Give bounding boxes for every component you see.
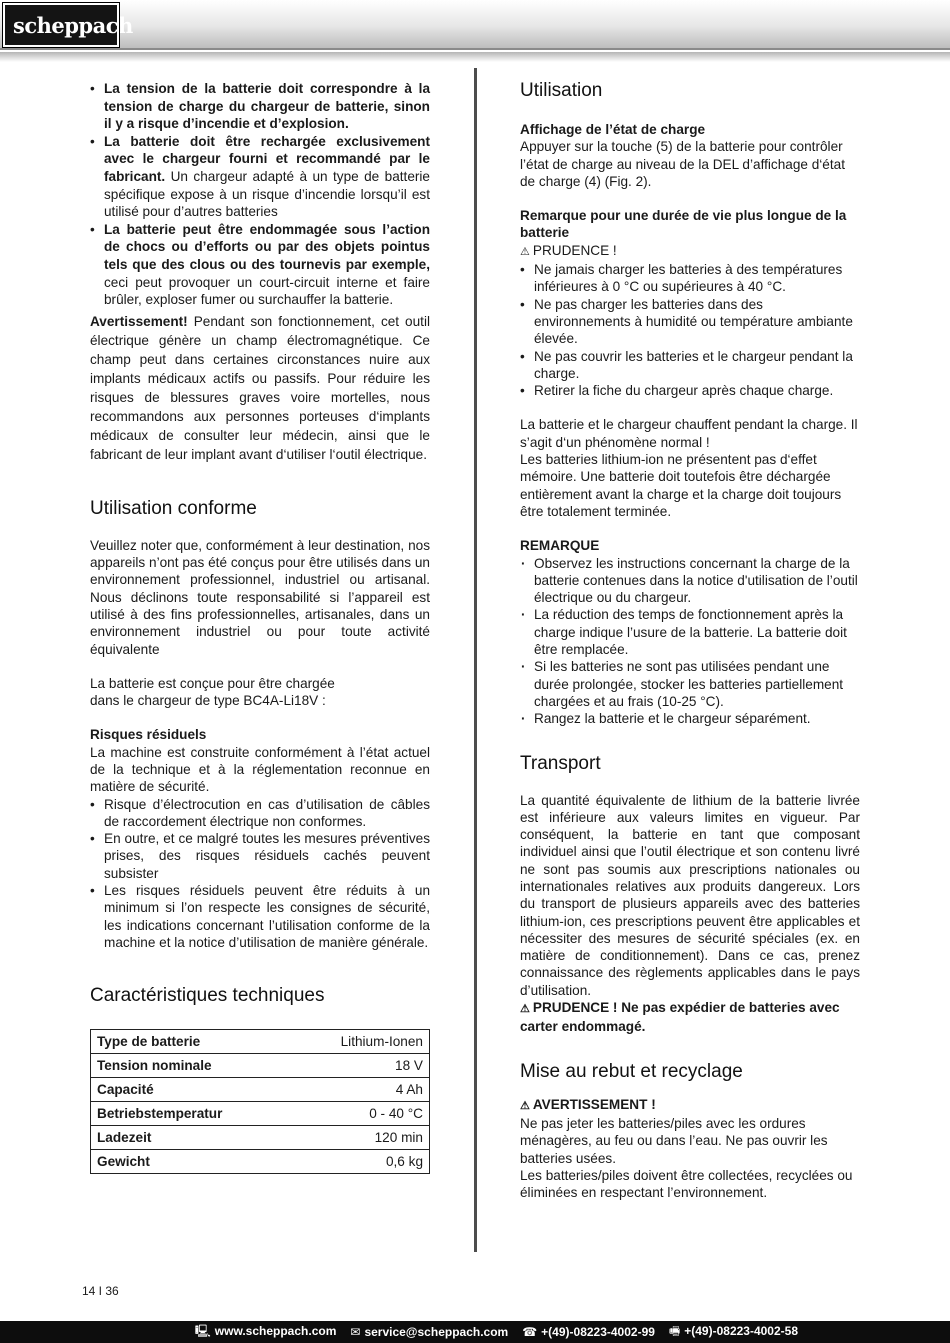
charger-type-line-2: dans le chargeur de type BC4A-Li18V : [90, 693, 326, 709]
column-divider [474, 68, 477, 1252]
table-row: Capacité 4 Ah [91, 1078, 430, 1102]
computer-icon: 🖳 [194, 1323, 211, 1338]
footer-web[interactable]: 🖳 www.scheppach.com [194, 1323, 337, 1338]
table-row: Gewicht 0,6 kg [91, 1150, 430, 1174]
warning-triangle-icon: ⚠ [520, 1099, 530, 1112]
warning-triangle-icon: ⚠ [520, 245, 530, 258]
em-warning-paragraph: Avertissement! Pendant son fonctionnement, cet outil électrique génère un champ électromagnétique. Ce champ peut dans certaines circonstances nuire aux implants médicaux actifs ou passifs. Pour réduire les risques de blessures graves voire mortelles, nous recommandons aux personnes porteuses d‘implants médicaux de consulter leur médecin, ainsi que le fabricant de leur implant avant d‘utiliser l‘outil électrique. [90, 313, 430, 462]
table-row: Type de batterie Lithium-Ionen [91, 1030, 430, 1054]
remarque-bullet: · Observez les instructions concernant la charge de la batterie contenues dans la notice d'utilisation de l’outil électrique ou du chargeur. [520, 555, 860, 607]
risques-paragraph: La machine est construite conformément à l’état actuel de la technique et à la réglementation reconnue en matière de sécurité. [90, 744, 430, 795]
rebut-paragraph-1: Ne pas jeter les batteries/piles avec les ordures ménagères, au feu ou dans l’eau. Ne pas ouvrir les batteries usées. [520, 1115, 828, 1166]
utilisation-paragraph: Veuillez noter que, conformément à leur destination, nos appareils n’ont pas été conçus pour être utilisés dans un environnement professionnel, industriel ou artisanal. Nous déclinons toute responsabilité si l’appareil est utilisé à des fins professionnelles, artisanales, dans un environnement industriel ou pour toute activité équivalente [90, 537, 430, 657]
page-number: 14 I 36 [82, 1284, 119, 1298]
header-band [0, 0, 950, 50]
remarque-bullet: · Rangez la batterie et le chargeur séparément. [520, 710, 860, 727]
footer-fax[interactable]: 🖷 +(49)-08223-4002-58 [668, 1323, 798, 1338]
charger-type-line-1: La batterie est conçue pour être chargée [90, 675, 335, 691]
rebut-heading: Mise au rebut et recyclage [520, 1060, 743, 1082]
mail-icon: ✉ [350, 1325, 361, 1339]
footer-email[interactable]: ✉ service@scheppach.com [350, 1325, 509, 1339]
footer-bar [0, 1321, 950, 1343]
specs-table [90, 1029, 430, 1174]
affichage-heading: Affichage de l’état de charge [520, 122, 706, 137]
transport-paragraph: La quantité équivalente de lithium de la batterie livrée est inférieure aux valeurs limites en vigueur. Par conséquent, la batterie en tant que composant individuel ainsi que l’outil électrique et son contenu livré ne sont pas soumis aux prescriptions nationales ou internationales relatives aux produits dangereux. Lors du transport de plusieurs appareils avec des batteries lithium-ion, ces prescriptions peuvent être applicables et nécessiter des mesures de sécurité spéciales (ex. en matière de conditionnement). Dans ce cas, prenez connaissance des règlements applicables dans le pays d’utilisation. [520, 792, 860, 998]
remarque-bullet: · La réduction des temps de fonctionnement après la charge indique l’usure de la batterie. La batterie doit être remplacée. [520, 606, 860, 658]
warning-label: Avertissement! [90, 313, 188, 329]
remarque-vie-heading: Remarque pour une durée de vie plus longue de la batterie [520, 208, 847, 241]
table-row: Ladezeit 120 min [91, 1126, 430, 1150]
risques-heading: Risques résiduels [90, 727, 207, 743]
prudence-bullet: • Ne pas couvrir les batteries et le chargeur pendant la charge. [520, 348, 860, 383]
tech-specs-heading: Caractéristiques techniques [90, 985, 325, 1007]
table-row: Betriebstemperatur 0 - 40 °C [91, 1102, 430, 1126]
right-column [520, 80, 860, 1201]
safety-bullet: • La batterie doit être rechargée exclusivement avec le chargeur fourni et recommandé par le fabricant. Un chargeur adapté à un type de batterie spécifique expose à un risque d’incendie lorsqu’il est utilisé pour d’autres batteries [90, 133, 430, 221]
prudence-bullet-list [520, 261, 860, 399]
utilisation-conforme-heading: Utilisation conforme [90, 497, 257, 519]
avertissement-line: ⚠ AVERTISSEMENT ! [520, 1096, 860, 1115]
fax-icon: 🖷 [668, 1323, 681, 1338]
remarque-bullet: · Si les batteries ne sont pas utilisées pendant une durée prolongée, stocker les batteries partiellement chargées et au frais (10-25 °C). [520, 658, 860, 710]
footer-phone[interactable]: ☎ +(49)-08223-4002-99 [522, 1325, 655, 1339]
left-column [90, 80, 430, 1174]
rebut-paragraph-2: Les batteries/piles doivent être collectées, recyclées ou éliminées en respectant l’environnement. [520, 1167, 853, 1201]
remarque-heading: REMARQUE [520, 538, 600, 554]
risques-bullet: • En outre, et ce malgré toutes les mesures préventives prises, des risques résiduels cachés peuvent subsister [90, 830, 430, 882]
header-shadow [0, 52, 950, 62]
utilisation-heading: Utilisation [520, 80, 603, 101]
safety-bullet: • La tension de la batterie doit correspondre à la tension de charge du chargeur de batterie, sinon il y a risque d’incendie et d’explosion. [90, 80, 430, 133]
chauffe-paragraph: La batterie et le chargeur chauffent pendant la charge. Il s’agit d‘un phénomène normal ! [520, 417, 858, 450]
prudence-line: ⚠ PRUDENCE ! [520, 242, 860, 261]
safety-bullet-list [90, 80, 430, 309]
table-row: Tension nominale 18 V [91, 1054, 430, 1078]
risques-bullet: • Risque d’électrocution en cas d’utilisation de câbles de raccordement électrique non conformes. [90, 796, 430, 831]
safety-bullet: • La batterie peut être endommagée sous l’action de chocs ou d’efforts ou par des objets pointus tels que des clous ou des tournevis par exemple, ceci peut provoquer un court-circuit interne et faire brûler, exploser fumer ou surchauffer la batterie. [90, 221, 430, 309]
risques-bullet-list [90, 796, 430, 952]
scheppach-logo: scheppach [3, 3, 119, 47]
affichage-paragraph: Appuyer sur la touche (5) de la batterie pour contrôler l’état de charge au niveau de la DEL d’affichage d‘état de charge (4) (Fig. 2). [520, 139, 845, 189]
transport-warning: ⚠ PRUDENCE ! Ne pas expédier de batteries avec carter endommagé. [520, 1000, 840, 1035]
prudence-bullet: • Retirer la fiche du chargeur après chaque charge. [520, 382, 860, 399]
remarque-bullet-list [520, 555, 860, 728]
prudence-bullet: • Ne jamais charger les batteries à des températures inférieures à 0 °C ou supérieures à 40 °C. [520, 261, 860, 296]
phone-icon: ☎ [522, 1325, 538, 1339]
memoire-paragraph: Les batteries lithium-ion ne présentent pas d‘effet mémoire. Une batterie doit toutefois être déchargée entièrement avant la charge et la charge doit toujours être totalement terminée. [520, 452, 842, 519]
warning-triangle-icon: ⚠ [520, 1003, 530, 1016]
prudence-bullet: • Ne pas charger les batteries dans des environnements à humidité ou température ambiante élevée. [520, 296, 860, 348]
risques-bullet: • Les risques résiduels peuvent être réduits à un minimum si l’on respecte les consignes de sécurité, les indications concernant l’utilisation conforme de la machine et la notice d’utilisation de manière générale. [90, 882, 430, 951]
transport-heading: Transport [520, 752, 601, 774]
